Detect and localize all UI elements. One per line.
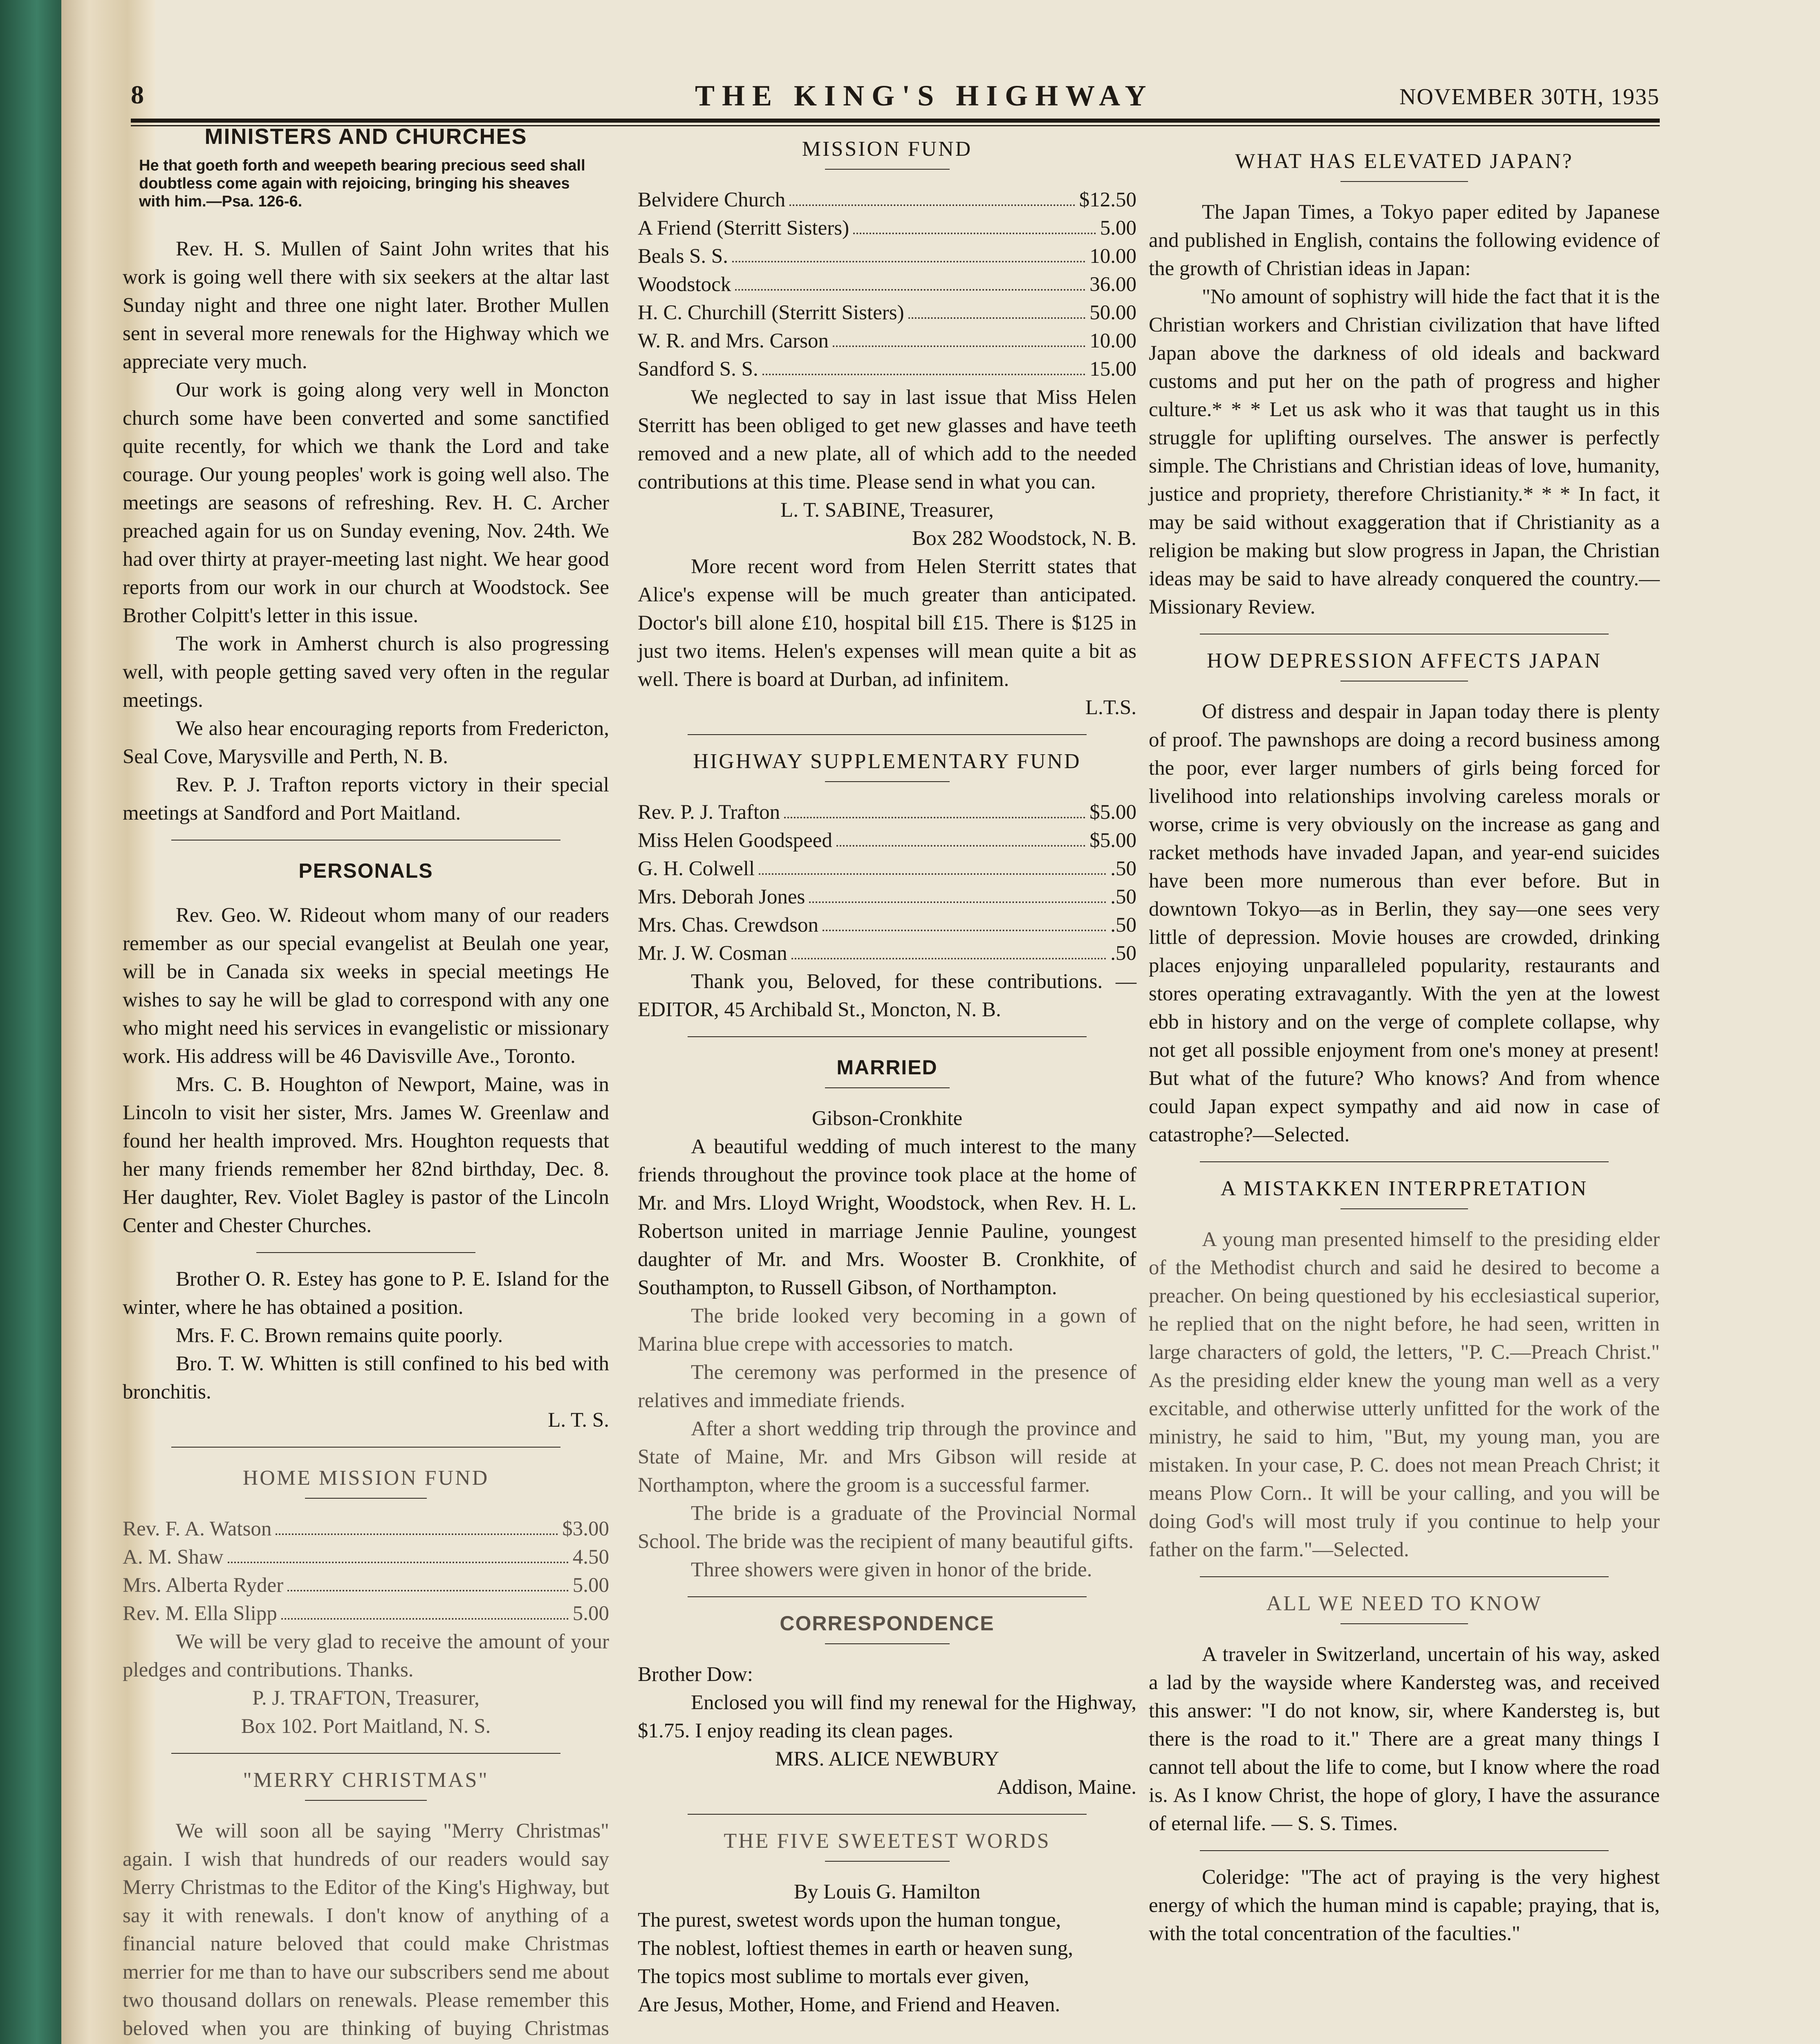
ledger-row bbox=[123, 1515, 609, 1543]
correspondence-text: Enclosed you will find my renewal for the Highway, $1.75. I enjoy reading its clean pages. bbox=[638, 1691, 1136, 1742]
ledger-amount: $5.00 bbox=[1089, 801, 1136, 824]
ledger-row bbox=[123, 1543, 609, 1571]
home-mission-address: Box 102. Port Maitland, N. S. bbox=[241, 1715, 491, 1738]
ledger-name: Woodstock bbox=[638, 273, 731, 296]
ledger-amount: 4.50 bbox=[572, 1546, 609, 1569]
mission-fund-initials: L.T.S. bbox=[1085, 696, 1136, 719]
column-2 bbox=[638, 123, 1136, 2019]
ledger-amount: .50 bbox=[1110, 942, 1136, 965]
married-subheading: Gibson-Cronkhite bbox=[811, 1107, 963, 1130]
mistaken-heading: A MISTAKKEN INTERPRETATION bbox=[1220, 1177, 1588, 1200]
ledger-row bbox=[638, 299, 1136, 327]
ledger-name: Mrs. Chas. Crewdson bbox=[638, 914, 818, 937]
ledger-amount: 10.00 bbox=[1089, 245, 1136, 268]
heading-underline bbox=[825, 1861, 950, 1862]
christmas-text: We will soon all be saying "Merry Christmas" again. I wish that hundreds of our readers would say Merry Christmas to the Editor of the King's Highway, but say it with renewals. I don't know of anything of a financial nature beloved that could make Christmas merrier for me than to have our subscribers send me about two thousand dollars on renewals. Please remember this beloved when you are thinking of buying Christmas bbox=[123, 1820, 609, 2040]
heading-underline bbox=[305, 1498, 427, 1499]
christmas-heading: "MERRY CHRISTMAS" bbox=[243, 1768, 489, 1792]
section-divider bbox=[688, 1596, 1087, 1597]
ledger-row bbox=[638, 271, 1136, 299]
newspaper-title: THE KING'S HIGHWAY bbox=[695, 79, 1154, 112]
ledger-name: Mr. J. W. Cosman bbox=[638, 942, 787, 965]
heading-underline bbox=[825, 1643, 950, 1644]
ledger-row bbox=[638, 827, 1136, 855]
heading-underline bbox=[825, 169, 950, 170]
heading-underline bbox=[305, 1800, 427, 1801]
ministers-paragraph: The work in Amherst church is also progressing well, with people getting saved very often in the regular meetings. bbox=[123, 632, 609, 712]
heading-underline bbox=[1340, 1208, 1468, 1209]
personals-signature: L. T. S. bbox=[548, 1409, 609, 1432]
page-number: 8 bbox=[131, 80, 144, 109]
ledger-name: Beals S. S. bbox=[638, 245, 728, 268]
married-heading: MARRIED bbox=[836, 1056, 938, 1079]
ledger-name: A Friend (Sterritt Sisters) bbox=[638, 217, 849, 240]
column-3 bbox=[1149, 123, 1660, 1948]
section-divider bbox=[688, 1036, 1087, 1037]
ledger-name: Rev. F. A. Watson bbox=[123, 1517, 272, 1540]
heading-underline bbox=[1340, 181, 1468, 182]
ledger-row bbox=[638, 798, 1136, 827]
married-paragraph: The bride looked very becoming in a gown of Marina blue crepe with accessories to match. bbox=[638, 1304, 1136, 1356]
mission-fund-address: Box 282 Woodstock, N. B. bbox=[912, 527, 1136, 550]
book-binding bbox=[0, 0, 61, 2044]
section-divider bbox=[1200, 1576, 1609, 1577]
poem-line: The noblest, loftiest themes in earth or heaven sung, bbox=[638, 1937, 1074, 1960]
ledger-amount: 50.00 bbox=[1089, 301, 1136, 324]
married-paragraph: A beautiful wedding of much interest to the many friends throughout the province took place at the home of Mr. and Mrs. Lloyd Wright, Woodstock, when Rev. H. L. Robertson united in marriage Jennie Pauline, youngest daughter of Mr. and Mrs. Wooster B. Cronkhite, of Southampton, to Russell Gibson, of Northampton. bbox=[638, 1135, 1136, 1299]
ledger-amount: $3.00 bbox=[562, 1517, 609, 1540]
ledger-amount: $5.00 bbox=[1089, 829, 1136, 852]
ledger-amount: 5.00 bbox=[572, 1574, 609, 1597]
depression-text: Of distress and despair in Japan today there is plenty of proof. The pawnshops are doing a record business among the poor, ever larger numbers of girls being forced for livelihood into relationships involving careless morals or worse, crime is very obviously on the increase as gang and racket methods have invaded Japan, and year-end suicides have been more numerous than ever before. But in downtown Tokyo—as in Berlin, they say—one sees very little of depression. Movie houses are crowded, drinking places enjoying unparalleled popularity, restaurants and stores operating extravagantly. With the yen at the lowest ebb in history and on the verge of complete collapse, why not get all possible enjoyment from one's money at present! But what of the future? Who knows? And from whence could Japan expect sympathy and aid now in case of catastrophe?—Selected. bbox=[1149, 700, 1660, 1146]
heading-underline bbox=[825, 1087, 950, 1088]
know-text: A traveler in Switzerland, uncertain of his way, asked a lad by the wayside where Kandersteg was, and received this answer: "I do not know, sir, where Kandersteg is, but there is the road to it." There are a great many things I cannot tell about the life to come, but I know where the road is. As I know Christ, the hope of glory, I have the assurance of eternal life. — S. S. Times. bbox=[1149, 1643, 1660, 1835]
ledger-row bbox=[638, 186, 1136, 214]
home-mission-note: We will be very glad to receive the amount of your pledges and contributions. Thanks. bbox=[123, 1630, 609, 1681]
mission-fund-heading: MISSION FUND bbox=[802, 137, 973, 161]
section-divider bbox=[256, 1252, 475, 1253]
ledger-row bbox=[638, 939, 1136, 968]
section-divider bbox=[171, 1753, 560, 1754]
ledger-name: Rev. M. Ella Slipp bbox=[123, 1602, 277, 1625]
ledger-name: Sandford S. S. bbox=[638, 358, 758, 381]
supplementary-note: Thank you, Beloved, for these contributions. —EDITOR, 45 Archibald St., Moncton, N. B. bbox=[638, 970, 1136, 1021]
ledger-amount: .50 bbox=[1110, 914, 1136, 937]
section-divider bbox=[1200, 1161, 1609, 1162]
poem-line: Are Jesus, Mother, Home, and Friend and Heaven. bbox=[638, 1993, 1060, 2016]
correspondence-salutation: Brother Dow: bbox=[638, 1663, 753, 1686]
personals-paragraph: Bro. T. W. Whitten is still confined to his bed with bronchitis. bbox=[123, 1352, 609, 1403]
mistaken-text: A young man presented himself to the presiding elder of the Methodist church and said he desired to become a preacher. On being questioned by his ecclesiastical superior, he replied that on the night before, he had seen, written in large characters of gold, the letters, "P. C.—Preach Christ." As the presiding elder knew the young man well as a very excitable, and otherwise utterly unfitted for the work of the ministry, he said to him, "But, my young man, you are mistaken. In your case, P. C. does not mean Preach Christ; it means Plow Corn.. It will be your calling, and you will be doing God's will most truly if you continue to help your father on the farm."—Selected. bbox=[1149, 1228, 1660, 1561]
ledger-amount: $12.50 bbox=[1079, 188, 1136, 211]
ledger-name: Rev. P. J. Trafton bbox=[638, 801, 780, 824]
ledger-row bbox=[638, 214, 1136, 242]
ministers-paragraph: We also hear encouraging reports from Fredericton, Seal Cove, Marysville and Perth, N. B. bbox=[123, 717, 609, 768]
coleridge-quote: Coleridge: "The act of praying is the very highest energy of which the human mind is capable; praying, that is, with the total concentration of the faculties." bbox=[1149, 1866, 1660, 1945]
ledger-name: Miss Helen Goodspeed bbox=[638, 829, 832, 852]
personals-paragraph: Rev. Geo. W. Rideout whom many of our readers remember as our special evangelist at Beulah one year, will be in Canada six weeks in special meetings He wishes to say he will be glad to correspond with any one who might need his services in evangelistic or missionary work. His address will be 46 Davisville Ave., Toronto. bbox=[123, 904, 609, 1068]
ledger-row bbox=[638, 911, 1136, 939]
ministers-paragraph: Rev. P. J. Trafton reports victory in their special meetings at Sandford and Port Maitland. bbox=[123, 773, 609, 825]
ledger-row bbox=[638, 242, 1136, 271]
ledger-name: H. C. Churchill (Sterritt Sisters) bbox=[638, 301, 904, 324]
know-heading: ALL WE NEED TO KNOW bbox=[1266, 1592, 1542, 1615]
ministers-paragraph: Rev. H. S. Mullen of Saint John writes that his work is going well there with six seekers at the altar last Sunday night and three one night later. Brother Mullen sent in several more renewals for the Highway which we appreciate very much. bbox=[123, 238, 609, 373]
section-divider bbox=[688, 1814, 1087, 1815]
ministers-epigraph: He that goeth forth and weepeth bearing precious seed shall doubtless come again with rejoicing, bringing his sheaves with him.—Psa. 126-6. bbox=[139, 157, 585, 210]
poem-line: The topics most sublime to mortals ever given, bbox=[638, 1965, 1029, 1988]
married-paragraph: The bride is a graduate of the Provincial Normal School. The bride was the recipient of many beautiful gifts. bbox=[638, 1502, 1136, 1553]
ledger-name: A. M. Shaw bbox=[123, 1546, 224, 1569]
ledger-amount: 5.00 bbox=[1100, 217, 1136, 240]
ledger-amount: .50 bbox=[1110, 857, 1136, 880]
ledger-row bbox=[638, 327, 1136, 355]
ledger-amount: 15.00 bbox=[1089, 358, 1136, 381]
ledger-row bbox=[123, 1600, 609, 1628]
ledger-row bbox=[638, 855, 1136, 883]
home-mission-signature: P. J. TRAFTON, Treasurer, bbox=[252, 1687, 480, 1710]
married-paragraph: Three showers were given in honor of the bride. bbox=[691, 1558, 1092, 1581]
married-paragraph: After a short wedding trip through the province and State of Maine, Mr. and Mrs Gibson will reside at Northampton, where the groom is a successful farmer. bbox=[638, 1417, 1136, 1497]
correspondence-signature: MRS. ALICE NEWBURY bbox=[775, 1748, 1000, 1771]
poem-heading: THE FIVE SWEETEST WORDS bbox=[724, 1829, 1051, 1853]
ledger-amount: 10.00 bbox=[1089, 329, 1136, 352]
ledger-name: Mrs. Alberta Ryder bbox=[123, 1574, 284, 1597]
ledger-row bbox=[123, 1571, 609, 1600]
personals-paragraph: Brother O. R. Estey has gone to P. E. Island for the winter, where he has obtained a position. bbox=[123, 1268, 609, 1319]
issue-date: NOVEMBER 30TH, 1935 bbox=[1399, 84, 1660, 110]
correspondence-heading: CORRESPONDENCE bbox=[780, 1612, 995, 1635]
supplementary-heading: HIGHWAY SUPPLEMENTARY FUND bbox=[693, 750, 1081, 773]
ministers-paragraph: Our work is going along very well in Moncton church some have been converted and some sanctified quite recently, for which we thank the Lord and take courage. Our young peoples' work is going well also. The meetings are seasons of refreshing. Rev. H. C. Archer preached again for us on Sunday evening, Nov. 24th. We had over thirty at prayer-meeting last night. We hear good reports from our work in our church at Woodstock. See Brother Colpitt's letter in this issue. bbox=[123, 379, 609, 627]
heading-underline bbox=[825, 781, 950, 782]
mission-fund-signature: L. T. SABINE, Treasurer, bbox=[780, 499, 994, 522]
masthead-rule bbox=[131, 119, 1660, 123]
section-divider bbox=[1200, 1850, 1609, 1851]
personals-heading: PERSONALS bbox=[298, 859, 433, 882]
ledger-amount: 5.00 bbox=[572, 1602, 609, 1625]
ministers-heading: MINISTERS AND CHURCHES bbox=[204, 124, 527, 149]
section-divider bbox=[171, 1447, 560, 1448]
personals-paragraph: Mrs. F. C. Brown remains quite poorly. bbox=[176, 1324, 503, 1347]
ledger-row bbox=[638, 883, 1136, 911]
poem-line: The purest, swetest words upon the human tongue, bbox=[638, 1909, 1061, 1932]
heading-underline bbox=[1340, 1623, 1468, 1624]
ledger-name: W. R. and Mrs. Carson bbox=[638, 329, 829, 352]
japan-paragraph: "No amount of sophistry will hide the fact that it is the Christian workers and Christian civilization that have lifted Japan above the darkness of old ideals and backward customs and put her on the path of progress and higher culture.* * * Let us ask who it was that taught us in this struggle for uplifting ourselves. The answer is perfectly simple. The Christians and Christian ideas of love, humanity, justice and propriety, therefore Christianity.* * * In fact, it may be said without exaggeration that if Christianity as a religion be making but slow progress in Japan, the Christian ideas may be said to have already conquered the country.—Missionary Review. bbox=[1149, 285, 1660, 619]
married-paragraph: The ceremony was performed in the presence of relatives and immediate friends. bbox=[638, 1361, 1136, 1412]
ledger-row bbox=[638, 355, 1136, 383]
ledger-amount: 36.00 bbox=[1089, 273, 1136, 296]
japan-heading: WHAT HAS ELEVATED JAPAN? bbox=[1235, 150, 1573, 173]
mission-fund-paragraph: We neglected to say in last issue that Miss Helen Sterritt has been obliged to get new glasses and have teeth removed and a new plate, all of which add to the needed contributions at this time. Please send in what you can. bbox=[638, 386, 1136, 493]
home-mission-heading: HOME MISSION FUND bbox=[242, 1466, 489, 1490]
ledger-amount: .50 bbox=[1110, 885, 1136, 908]
correspondence-location: Addison, Maine. bbox=[997, 1776, 1136, 1799]
depression-heading: HOW DEPRESSION AFFECTS JAPAN bbox=[1207, 649, 1602, 672]
ledger-name: Mrs. Deborah Jones bbox=[638, 885, 805, 908]
poem-byline: By Louis G. Hamilton bbox=[793, 1880, 981, 1903]
ledger-name: G. H. Colwell bbox=[638, 857, 755, 880]
section-divider bbox=[688, 734, 1087, 735]
japan-paragraph: The Japan Times, a Tokyo paper edited by Japanese and published in English, contains the following evidence of the growth of Christian ideas in Japan: bbox=[1149, 201, 1660, 280]
ledger-name: Belvidere Church bbox=[638, 188, 786, 211]
personals-paragraph: Mrs. C. B. Houghton of Newport, Maine, was in Lincoln to visit her sister, Mrs. James W. Greenlaw and found her health improved. Mrs. Houghton requests that her many friends remember her 82nd birthday, Dec. 8. Her daughter, Rev. Violet Bagley is pastor of the Lincoln Center and Chester Churches. bbox=[123, 1073, 609, 1237]
column-1 bbox=[123, 123, 609, 2044]
mission-fund-paragraph: More recent word from Helen Sterritt states that Alice's expense will be much greater than anticipated. Doctor's bill alone £10, hospital bill £15. There is $125 in just two items. Helen's expenses will mean quite a bit as well. There is board at Durban, ad infinitem. bbox=[638, 555, 1136, 691]
